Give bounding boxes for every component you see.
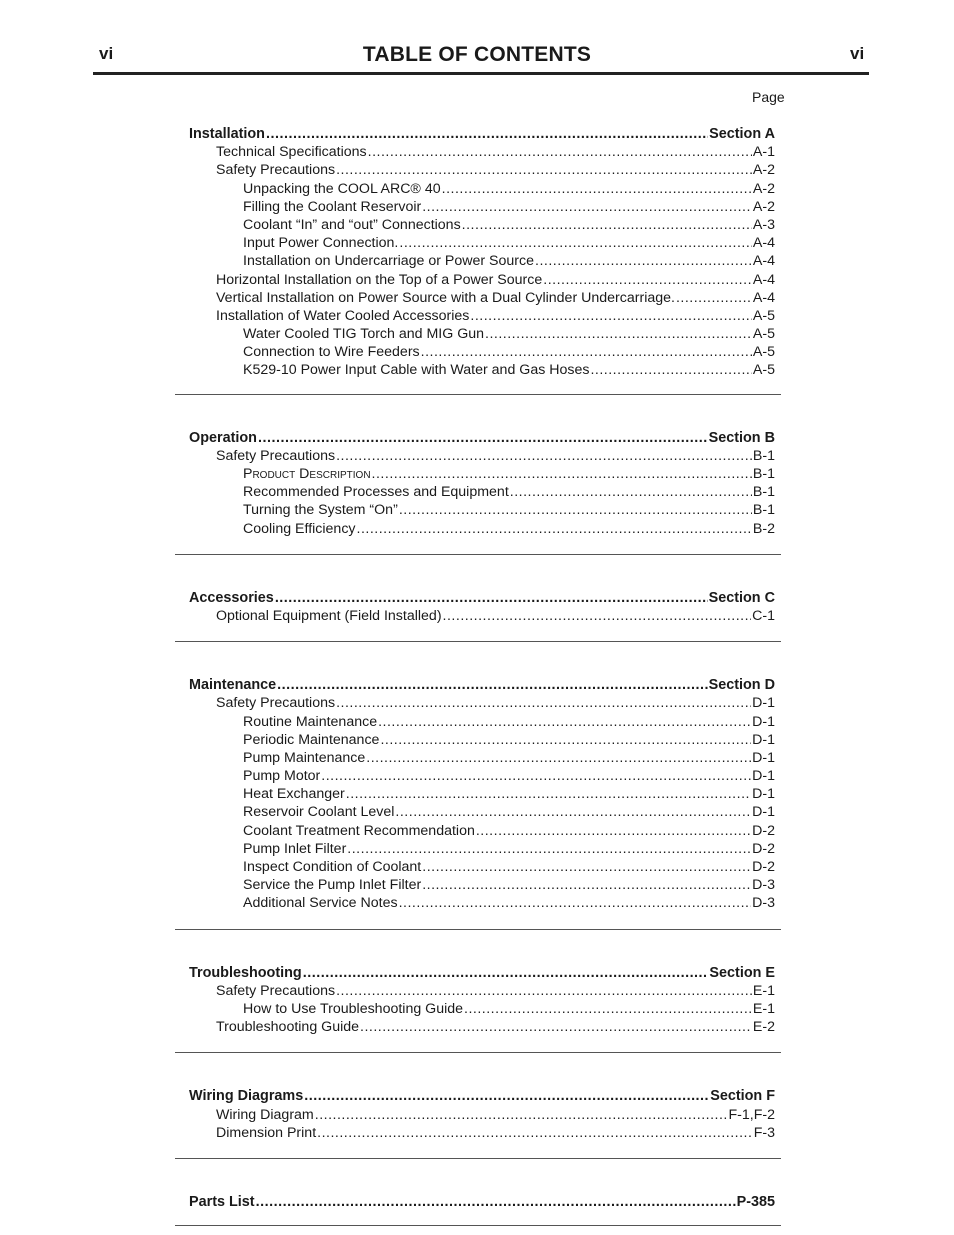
toc-entry[interactable] <box>189 465 775 483</box>
toc-entry-title: Wiring Diagram <box>216 1106 314 1123</box>
dot-leader <box>256 1193 736 1211</box>
toc-entry-title: Safety Precautions <box>216 695 336 712</box>
toc-entry-page: D-1 <box>752 749 775 766</box>
toc-section-heading[interactable] <box>189 589 775 607</box>
toc-entry[interactable] <box>189 252 775 270</box>
toc-entry[interactable] <box>189 271 775 289</box>
dot-leader <box>366 749 751 767</box>
dot-leader <box>357 520 752 538</box>
toc-entry-title: K529-10 Power Input Cable with Water and Gas Hoses <box>243 362 590 379</box>
toc-entry-title: Turning the System “On” <box>243 502 398 519</box>
toc-entry[interactable] <box>189 307 775 325</box>
dot-leader <box>590 361 751 379</box>
toc-entry[interactable] <box>189 161 775 179</box>
dot-leader <box>464 1000 752 1018</box>
toc-entry[interactable] <box>189 822 775 840</box>
dot-leader <box>372 465 752 483</box>
toc-entry-title: Pump Maintenance <box>243 749 366 766</box>
section-divider <box>175 1225 781 1226</box>
toc-entry-page: F-1,F-2 <box>728 1106 775 1123</box>
toc-entry-page: A-2 <box>752 198 775 215</box>
dot-leader <box>360 1018 752 1036</box>
toc-entry-title: Maintenance <box>189 677 277 694</box>
dot-leader <box>321 767 751 785</box>
dot-leader <box>676 289 752 307</box>
toc-entry-title: Reservoir Coolant Level <box>243 804 395 821</box>
toc-entry-page: B-2 <box>752 520 775 537</box>
toc-entry-page: A-2 <box>752 162 775 179</box>
dot-leader <box>258 429 708 447</box>
toc-entry-title: Service the Pump Inlet Filter <box>243 877 422 894</box>
toc-entry-title: Installation on Undercarriage or Power Source <box>243 253 534 270</box>
toc-entry-title: Wiring Diagrams <box>189 1088 304 1105</box>
toc-entry-page: P-385 <box>736 1193 775 1210</box>
toc-entry-title: Dimension Print <box>216 1124 317 1141</box>
dot-leader <box>346 785 751 803</box>
toc-entry[interactable] <box>189 1000 775 1018</box>
dot-leader <box>275 589 708 607</box>
toc-entry-page: F-3 <box>753 1124 775 1141</box>
toc-entry-title: Pump Inlet Filter <box>243 840 347 857</box>
toc-entry-title: Routine Maintenance <box>243 713 378 730</box>
toc-entry-page: Section F <box>710 1088 775 1105</box>
toc-entry-title: Connection to Wire Feeders <box>243 344 420 361</box>
page-title: TABLE OF CONTENTS <box>362 43 592 66</box>
toc-entry-title: Input Power Connection. <box>243 235 399 252</box>
toc-section-heading[interactable] <box>189 1193 775 1211</box>
toc-entry[interactable] <box>189 858 775 876</box>
toc-entry-title: Unpacking the COOL ARC® 40 <box>243 180 441 197</box>
section-divider <box>175 641 781 642</box>
dot-leader <box>476 822 751 840</box>
dot-leader <box>543 271 752 289</box>
toc-section-heading[interactable] <box>189 964 775 982</box>
dot-leader <box>336 694 751 712</box>
dot-leader <box>336 982 752 1000</box>
toc-entry-title: Inspect Condition of Coolant <box>243 859 422 875</box>
toc-entry-title: Pump Motor <box>243 768 321 785</box>
toc-entry[interactable] <box>189 1106 775 1124</box>
dot-leader <box>510 483 752 501</box>
toc-entry-title: Heat Exchanger <box>243 786 345 803</box>
section-divider <box>175 394 781 395</box>
toc-entry-title: Safety Precautions <box>216 447 336 464</box>
toc-entry-page: A-3 <box>752 216 775 233</box>
toc-entry-title: Horizontal Installation on the Top of a Power Source <box>216 271 543 288</box>
toc-entry[interactable] <box>189 343 775 361</box>
toc-entry-title: Safety Precautions <box>216 162 336 179</box>
toc-entry-page: A-2 <box>752 180 775 197</box>
toc-entry-page: B-1 <box>752 502 775 519</box>
toc-entry-page: A-4 <box>752 289 775 306</box>
dot-leader <box>443 607 752 625</box>
toc-entry[interactable] <box>189 361 775 379</box>
toc-entry-title: Recommended Processes and Equipment <box>243 484 509 501</box>
toc-entry-title: Water Cooled TIG Torch and MIG Gun <box>243 326 485 343</box>
toc-entry[interactable] <box>189 143 775 161</box>
toc-entry[interactable] <box>189 520 775 538</box>
dot-leader <box>347 840 751 858</box>
toc-entry[interactable] <box>189 1124 775 1142</box>
toc-section <box>189 589 775 625</box>
toc-entry[interactable] <box>189 785 775 803</box>
toc-entry-page: E-1 <box>752 1000 775 1017</box>
toc-entry-title: Installation of Water Cooled Accessories <box>216 307 470 324</box>
toc-section-heading[interactable] <box>189 1087 775 1105</box>
section-divider <box>175 554 781 555</box>
toc-entry[interactable] <box>189 289 775 307</box>
toc-entry[interactable] <box>189 982 775 1000</box>
toc-entry-page: Section E <box>709 964 775 981</box>
toc-entry-page: B-1 <box>752 466 775 482</box>
toc-entry-page: C-1 <box>752 607 775 624</box>
toc-entry-title: Optional Equipment (Field Installed) <box>216 607 442 624</box>
page-number-right: vi <box>850 44 865 63</box>
toc-entry[interactable] <box>189 607 775 625</box>
toc-entry-page: Section B <box>708 429 775 446</box>
dot-leader <box>277 676 707 694</box>
toc-entry-title: Periodic Maintenance <box>243 731 380 748</box>
toc-entry-title: Troubleshooting Guide <box>216 1019 360 1036</box>
dot-leader <box>395 803 751 821</box>
toc-entry-title: Coolant “In” and “out” Connections <box>243 216 461 233</box>
dot-leader <box>266 125 708 143</box>
dot-leader <box>399 501 752 519</box>
toc-section <box>189 429 775 538</box>
toc-entry[interactable] <box>189 767 775 785</box>
toc-entry-title: Filling the Coolant Reservoir <box>243 198 422 215</box>
toc-entry[interactable] <box>189 731 775 749</box>
toc-entry[interactable] <box>189 1018 775 1036</box>
dot-leader <box>378 713 751 731</box>
toc-entry[interactable] <box>189 198 775 216</box>
dot-leader <box>470 307 752 325</box>
toc-entry-page: E-2 <box>752 1019 775 1036</box>
header-rule <box>93 72 869 75</box>
toc-section <box>189 125 775 380</box>
toc-entry-title: Safety Precautions <box>216 982 336 999</box>
dot-leader <box>399 894 752 912</box>
toc-entry[interactable] <box>189 713 775 731</box>
toc-entry[interactable] <box>189 876 775 894</box>
toc-entry-title: Coolant Treatment Recommendation <box>243 822 475 839</box>
toc-entry[interactable] <box>189 694 775 712</box>
section-divider <box>175 1052 781 1053</box>
toc-entry-title: Technical Specifications <box>216 144 367 161</box>
toc-entry-page: Section C <box>708 589 775 606</box>
dot-leader <box>422 876 751 894</box>
section-divider <box>175 1158 781 1159</box>
dot-leader <box>421 343 752 361</box>
toc-entry[interactable] <box>189 325 775 343</box>
toc-section <box>189 1087 775 1142</box>
dot-leader <box>380 731 751 749</box>
toc-entry-title: Additional Service Notes <box>243 895 398 912</box>
toc-entry-page: Section D <box>708 677 775 694</box>
toc-entry-page: A-5 <box>752 307 775 324</box>
toc-entry[interactable] <box>189 234 775 252</box>
section-divider <box>175 929 781 930</box>
dot-leader <box>442 180 752 198</box>
page-column-label: Page <box>752 89 785 105</box>
toc-entry-title: Vertical Installation on Power Source with a Dual Cylinder Undercarriage. <box>216 289 675 306</box>
toc-entry-page: A-4 <box>752 271 775 288</box>
toc-entry-page: D-3 <box>752 877 775 894</box>
toc-entry-page: D-1 <box>752 786 775 803</box>
dot-leader <box>535 252 752 270</box>
toc-entry-title: Operation <box>189 429 257 446</box>
toc-entry[interactable] <box>189 894 775 912</box>
dot-leader <box>317 1124 753 1142</box>
toc-entry-page: A-1 <box>752 144 775 161</box>
dot-leader <box>422 198 752 216</box>
toc-entry-page: A-4 <box>752 253 775 270</box>
toc-entry-page: E-1 <box>752 982 775 999</box>
toc-entry-page: B-1 <box>752 447 775 464</box>
toc-entry[interactable] <box>189 216 775 234</box>
toc-entry-page: D-2 <box>752 840 775 857</box>
toc-entry-page: Section A <box>709 126 775 142</box>
toc-entry-page: B-1 <box>752 484 775 501</box>
toc-section-heading[interactable] <box>189 676 775 694</box>
dot-leader <box>336 447 752 465</box>
dot-leader <box>303 964 709 982</box>
toc-entry[interactable] <box>189 501 775 519</box>
toc-entry-title: Installation <box>189 126 265 142</box>
toc-entry-page: D-1 <box>752 804 775 821</box>
toc-section-heading[interactable] <box>189 125 775 143</box>
toc-entry-page: A-5 <box>752 362 775 379</box>
toc-entry-page: D-3 <box>752 895 775 912</box>
toc-entry-page: A-5 <box>752 344 775 361</box>
dot-leader <box>462 216 752 234</box>
toc-section-heading[interactable] <box>189 429 775 447</box>
dot-leader <box>315 1106 728 1124</box>
toc-entry[interactable] <box>189 749 775 767</box>
dot-leader <box>485 325 752 343</box>
toc-section <box>189 1193 775 1211</box>
toc-entry[interactable] <box>189 483 775 501</box>
toc-entry[interactable] <box>189 447 775 465</box>
page-number-left: vi <box>99 44 114 63</box>
toc-section <box>189 964 775 1037</box>
toc-entry[interactable] <box>189 803 775 821</box>
toc-entry-title: Product Description <box>243 466 371 482</box>
toc-list <box>189 125 775 1226</box>
toc-section <box>189 676 775 912</box>
toc-entry-title: Troubleshooting <box>189 964 302 981</box>
toc-entry-page: D-1 <box>752 695 775 712</box>
dot-leader <box>368 143 752 161</box>
toc-entry-page: D-1 <box>752 731 775 748</box>
toc-entry-page: D-2 <box>752 859 775 875</box>
toc-entry-page: A-4 <box>752 235 775 252</box>
toc-entry-title: Cooling Efficiency <box>243 520 356 537</box>
toc-entry-page: D-1 <box>752 713 775 730</box>
dot-leader <box>399 234 752 252</box>
dot-leader <box>304 1087 709 1105</box>
toc-entry-page: D-1 <box>752 768 775 785</box>
dot-leader <box>336 161 752 179</box>
toc-entry-page: D-2 <box>752 822 775 839</box>
toc-entry[interactable] <box>189 180 775 198</box>
toc-entry-title: Accessories <box>189 589 274 606</box>
toc-entry[interactable] <box>189 840 775 858</box>
toc-entry-title: Parts List <box>189 1193 255 1210</box>
toc-entry-page: A-5 <box>752 326 775 343</box>
dot-leader <box>422 858 751 876</box>
toc-entry-title: How to Use Troubleshooting Guide <box>243 1000 464 1017</box>
